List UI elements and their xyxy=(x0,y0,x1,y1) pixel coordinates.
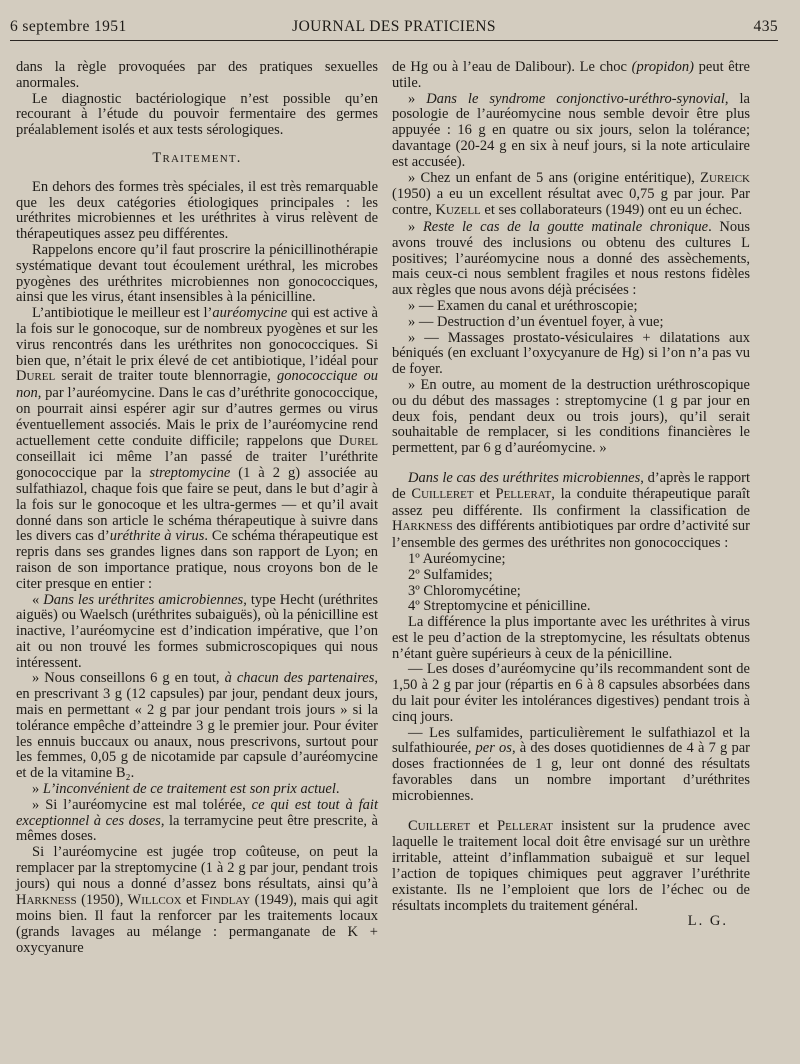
paragraph: 2º Sulfamides; xyxy=(408,566,493,583)
paragraph: » Dans le syndrome conjonctivo-uréthro-synovial, la posologie de l’auréomycine nous semble devoir être plus appuyée : 16 g en quatre ou six jours, selon la tolérance; davantage (20-24 g en six à neuf jours, si la note articulaire est accusée). xyxy=(392,90,750,170)
paragraph: 1º Auréomycine; xyxy=(408,550,506,567)
paragraph: » En outre, au moment de la destruction uréthroscopique ou du début des massages : streptomycine (1 g par jour en deux fois, pendant deux ou trois jours), qu’il serait souhaitable de remplacer, si les conditions financières le permettent, par 6 g d’auréomycine. » xyxy=(392,376,750,457)
paragraph: Si l’auréomycine est jugée trop coûteuse, on peut la remplacer par la streptomycine (1 à 2 g par jour, pendant trois jours) qui nous a donné d’assez bons résultats, ainsi qu’à HARKNESS (1950), WILLCOX et FINDLAY (1949), mais qui agit moins bien. Il faut la renforcer par les traitements locaux (grands lavages au mélange : permanganate de K + oxycyanure xyxy=(16,844,378,957)
running-header xyxy=(10,14,778,38)
paragraph: — Les doses d’auréomycine qu’ils recommandent sont de 1,50 à 2 g par jour (répartis en 6 à 8 capsules absorbées dans du lait pour éviter les intolérances digestives) pendant trois à cinq jours. xyxy=(392,661,750,725)
header-journal-title: JOURNAL DES PRATICIENS xyxy=(292,18,496,35)
paragraph: Dans le cas des uréthrites microbiennes, d’après le rapport de CUILLERET et PELLERAT, la conduite thérapeutique paraît assez peu différente. Ils confirment la classification de HARKNESS des différents antibiotiques par ordre d’activité sur l’ensemble des germes des uréthrites non gonococciques : xyxy=(392,469,751,552)
right-column xyxy=(392,60,750,930)
paragraph: dans la règle provoquées par des pratiques sexuelles anormales. xyxy=(16,59,378,91)
paragraph: La différence la plus importante avec les uréthrites à virus est le peu d’action de la streptomycine, les résultats obtenus n’étant guère supérieurs à ceux de la pénicilline. xyxy=(392,614,750,662)
paragraph: — Les sulfamides, particulièrement le sulfathiazol et la sulfathiourée, per os, à des doses quotidiennes de 4 à 7 g par doses fractionnées de 1 g, leur ont donné des résultats favorables dans un nombre important d’uréthrites microbiennes. xyxy=(392,724,750,804)
author-signature: L. G. xyxy=(687,913,728,930)
paragraph: « Dans les uréthrites amicrobiennes, type Hecht (uréthrites aiguës) ou Waelsch (uréthrites subaiguës), où la pénicilline est inactive, l’auréomycine est d’indication impérative, que l’on ait ou non trouvé les formes submicroscopiques qui nous intéressent. xyxy=(16,591,378,671)
paragraph: » Reste le cas de la goutte matinale chronique. Nous avons trouvé des inclusions ou obtenu des cultures L positives; l’auréomycine nous a donné des assèchements, mais ceux-ci nous semblent fragiles et nous restons fidèles aux règles que nous avons déjà précisées : xyxy=(392,218,750,299)
section-heading: TRAITEMENT. xyxy=(152,149,242,166)
header-page-number: 435 xyxy=(753,18,778,35)
paragraph: de Hg ou à l’eau de Dalibour). Le choc (propidon) peut être utile. xyxy=(392,59,750,91)
header-rule xyxy=(10,40,778,41)
paragraph: » Chez un enfant de 5 ans (origine entéritique), ZUREICK (1950) a eu un excellent résultat avec 0,75 g par jour. Par contre, KUZELL et ses collaborateurs (1949) ont eu un échec. xyxy=(392,169,750,219)
paragraph: CUILLERET et PELLERAT insistent sur la prudence avec laquelle le traitement local doit être envisagé sur un urèthre irritable, atteint d’inflammation subaiguë et sur lequel l’action de topiques chimiques peut aggraver l’uréthrite existante. Ils ne l’emploient que lors de l’échec ou de résultats incomplets du traitement général. xyxy=(392,817,750,914)
paragraph: » Nous conseillons 6 g en tout, à chacun des partenaires, en prescrivant 3 g (12 capsules) par jour, pendant deux jours, mais en permettant « 2 g par jour pendant trois jours » si la tolérance empêche d’atteindre 3 g le premier jour. Pour éviter les ennuis buccaux ou anaux, nous prescrivons, surtout pour les femmes, 0,05 g de nicotamide par capsule d’auréomycine et de la vitamine B₂. xyxy=(16,670,378,782)
paragraph: 3º Chloromycétine; xyxy=(408,582,521,599)
paragraph: En dehors des formes très spéciales, il est très remarquable que les deux catégories étiologiques principales : les uréthrites microbiennes et les uréthrites à virus relèvent de thérapeutiques assez peu différentes. xyxy=(16,178,378,243)
paragraph: 4º Streptomycine et pénicilline. xyxy=(408,598,591,615)
paragraph: » Si l’auréomycine est mal tolérée, ce qui est tout à fait exceptionnel à ces doses, la terramycine peut être prescrite, à mêmes doses. xyxy=(16,796,378,845)
paragraph: » L’inconvénient de ce traitement est son prix actuel. xyxy=(32,781,340,798)
paragraph: L’antibiotique le meilleur est l’auréomycine qui est active à la fois sur le gonocoque, sur de nombreux pyogènes et sur les virus rencontrés dans les uréthrites non gonococciques. Si bien que, n’était le prix élevé de cet antibiotique, l’idéal pour DUREL serait de traiter toute blennorragie, gonococcique ou non, par l’auréomycine. Dans le cas d’uréthrite gonococcique, on pourrait ainsi espérer agir sur d’autres germes ou virus éventuellement associés. Mais le prix de l’auréomycine rend actuellement cette conduite difficile; rappelons que DUREL conseillait ici même l’an passé de traiter l’uréthrite gonococcique par la streptomycine (1 à 2 g) associée au sulfathiazol, chaque fois que faire se peut, dans le but d’agir à la fois sur le gonocoque et les ultra-germes — et qu’il avait donné dans son article le schéma thérapeutique à suivre dans les divers cas d’uréthrite à virus. Ce schéma thérapeutique est repris dans ses grandes lignes dans son rapport de Lyon; en raison de son importance pratique, nous croyons bon de le citer presque en entier : xyxy=(16,305,378,592)
left-column xyxy=(16,60,378,957)
header-date: 6 septembre 1951 xyxy=(10,18,127,35)
paragraph: Rappelons encore qu’il faut proscrire la pénicillinothérapie systématique devant tout écoulement uréthral, les microbes pyogènes des uréthrites microbiennes non gonococciques, ainsi que les virus, étant insensibles à la pénicilline. xyxy=(16,241,378,306)
paragraph: » — Examen du canal et uréthroscopie; xyxy=(408,297,638,314)
paragraph: Le diagnostic bactériologique n’est possible qu’en recourant à l’étude du pouvoir fermentaire des germes préalablement isolés et aux tests sérologiques. xyxy=(16,90,378,139)
paragraph: » — Massages prostato-vésiculaires + dilatations aux béniqués (en excluant l’oxycyanure de Hg) si l’on n’a pas vu de foyer. xyxy=(392,329,750,378)
paragraph: » — Destruction d’un éventuel foyer, à vue; xyxy=(408,313,664,330)
